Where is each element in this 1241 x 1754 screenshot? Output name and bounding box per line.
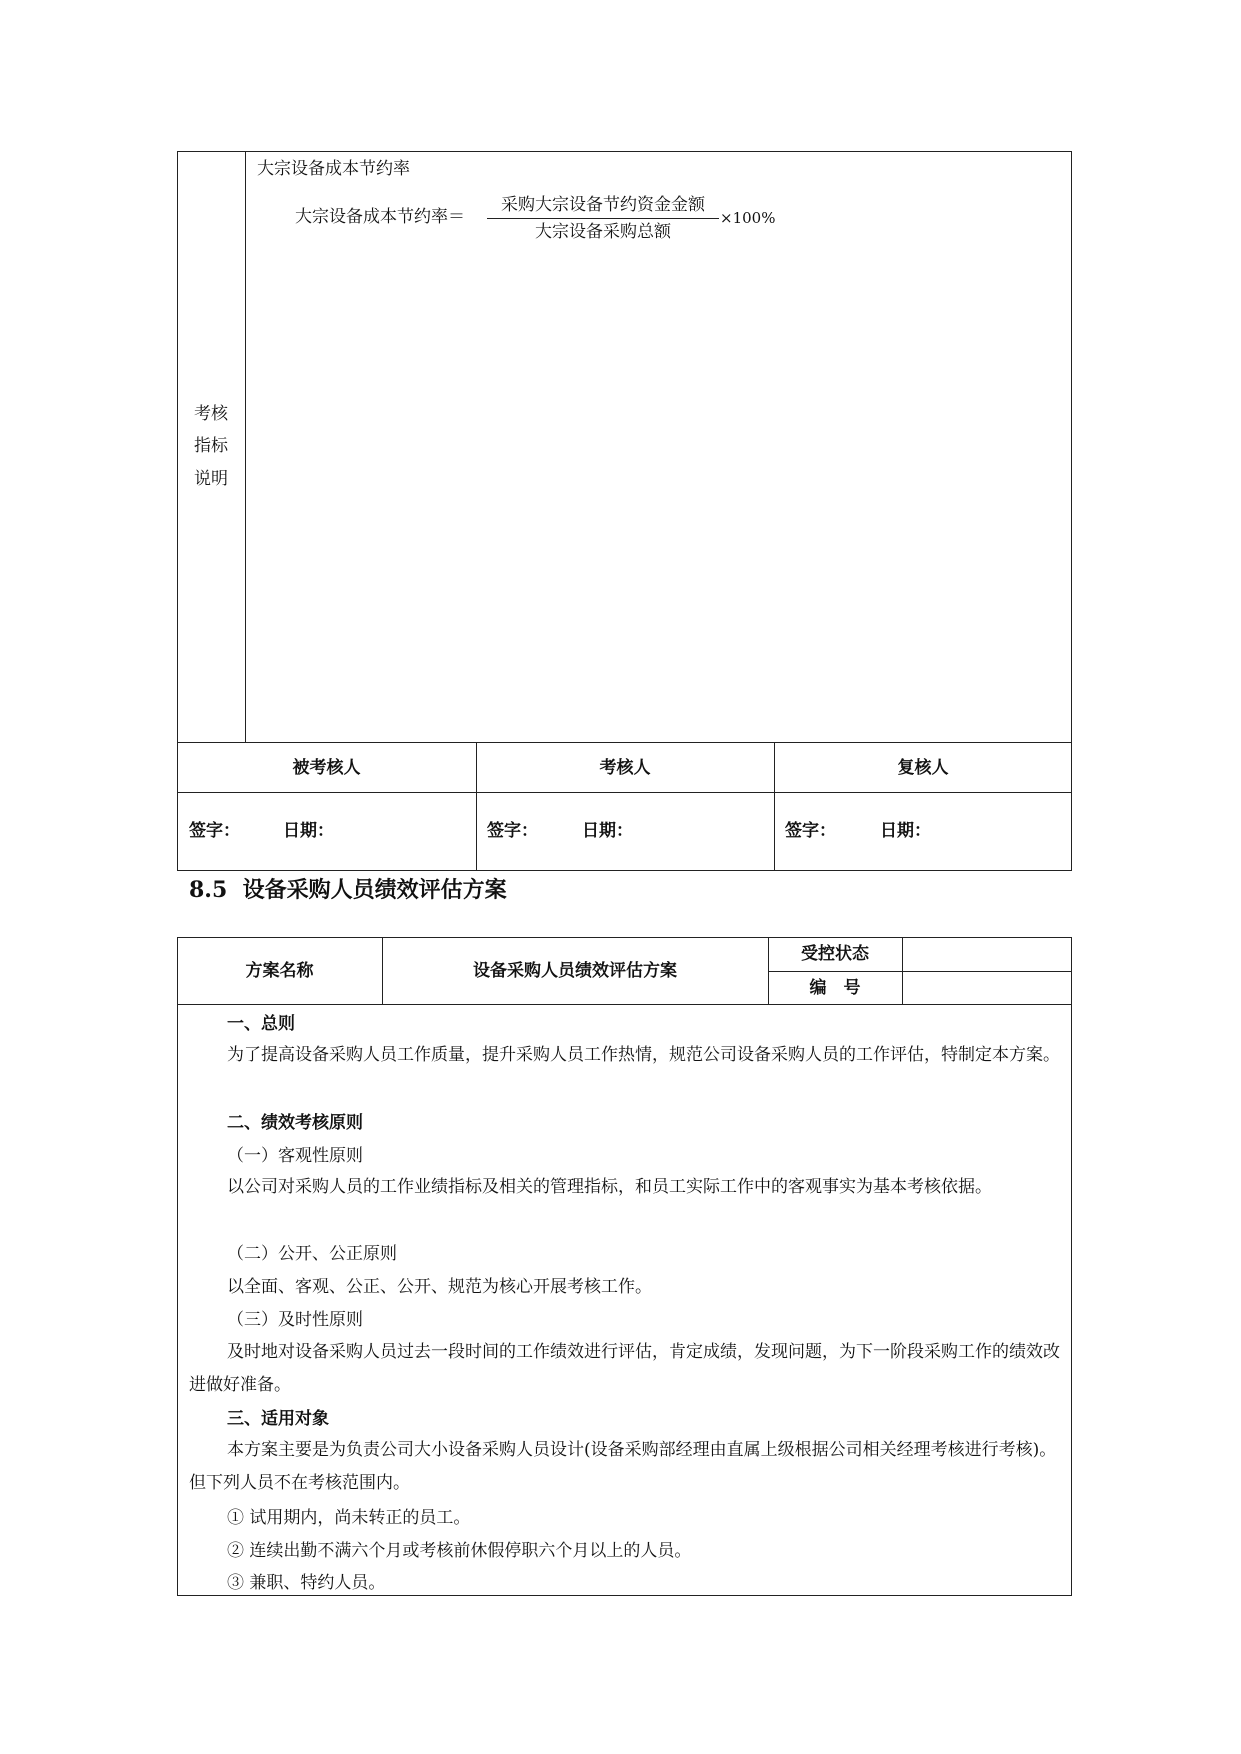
section-heading <box>189 873 507 904</box>
date-label: 日期： <box>880 821 931 841</box>
exclusion-item: ② 连续出勤不满六个月或考核前休假停职六个月以上的人员。 <box>227 1541 692 1561</box>
formula-numerator: 采购大宗设备节约资金金额 <box>501 195 705 215</box>
plan-name-label: 方案名称 <box>245 961 314 981</box>
principle-objectivity-title: （一）客观性原则 <box>227 1146 363 1166</box>
section-title: 设备采购人员绩效评估方案 <box>242 877 507 903</box>
principle-fairness-title: （二）公开、公正原则 <box>227 1244 397 1264</box>
signature-label: 签字： <box>487 821 538 841</box>
section-general-heading: 一、总则 <box>227 1014 295 1034</box>
table-divider <box>768 971 1072 972</box>
formula-lhs: 大宗设备成本节约率＝ <box>295 207 465 227</box>
rechecker-header: 复核人 <box>897 758 949 778</box>
control-status-label: 受控状态 <box>801 944 869 964</box>
general-paragraph: 为了提高设备采购人员工作质量，提升采购人员工作热情，规范公司设备采购人员的工作评估，特制定本方案。 <box>227 1045 1060 1065</box>
indicator-title: 大宗设备成本节约率 <box>257 159 410 179</box>
formula-rhs: ×100% <box>720 209 776 227</box>
row-label-line: 指标 <box>194 436 228 456</box>
section-principles-heading: 二、绩效考核原则 <box>227 1113 363 1133</box>
document-number-label: 编 号 <box>809 978 861 998</box>
plan-name-value: 设备采购人员绩效评估方案 <box>473 961 677 981</box>
table-divider <box>177 1004 1072 1005</box>
scope-paragraph: 本方案主要是为负责公司大小设备采购人员设计(设备采购部经理由直属上级根据公司相关经理考核进行考核)。但下列人员不在考核范围内。 <box>189 1440 1057 1493</box>
table-divider <box>245 151 246 743</box>
section-number: 8.5 <box>189 877 228 903</box>
principle-timeliness-title: （三）及时性原则 <box>227 1310 363 1330</box>
signature-label: 签字： <box>785 821 836 841</box>
row-label-line: 说明 <box>194 469 228 489</box>
exclusion-item: ① 试用期内，尚未转正的员工。 <box>227 1508 471 1528</box>
section-scope-heading: 三、适用对象 <box>227 1409 329 1429</box>
reviewee-header: 被考核人 <box>292 758 361 778</box>
formula-denominator: 大宗设备采购总额 <box>535 222 671 242</box>
exclusion-item: ③ 兼职、特约人员。 <box>227 1573 386 1593</box>
date-label: 日期： <box>582 821 633 841</box>
principle-objectivity-text: 以公司对采购人员的工作业绩指标及相关的管理指标，和员工实际工作中的客观事实为基本考核依据。 <box>227 1177 992 1197</box>
table-divider <box>177 742 1072 743</box>
fraction-bar <box>487 218 719 219</box>
reviewer-header: 考核人 <box>599 758 651 778</box>
signature-label: 签字： <box>189 821 240 841</box>
table-divider <box>177 792 1072 793</box>
principle-timeliness-text: 及时地对设备采购人员过去一段时间的工作绩效进行评估，肯定成绩，发现问题，为下一阶段采购工作的绩效改进做好准备。 <box>189 1342 1060 1395</box>
row-label-line: 考核 <box>194 404 228 424</box>
formula-fraction <box>487 192 719 244</box>
principle-fairness-text: 以全面、客观、公正、公开、规范为核心开展考核工作。 <box>227 1277 652 1297</box>
date-label: 日期： <box>283 821 334 841</box>
